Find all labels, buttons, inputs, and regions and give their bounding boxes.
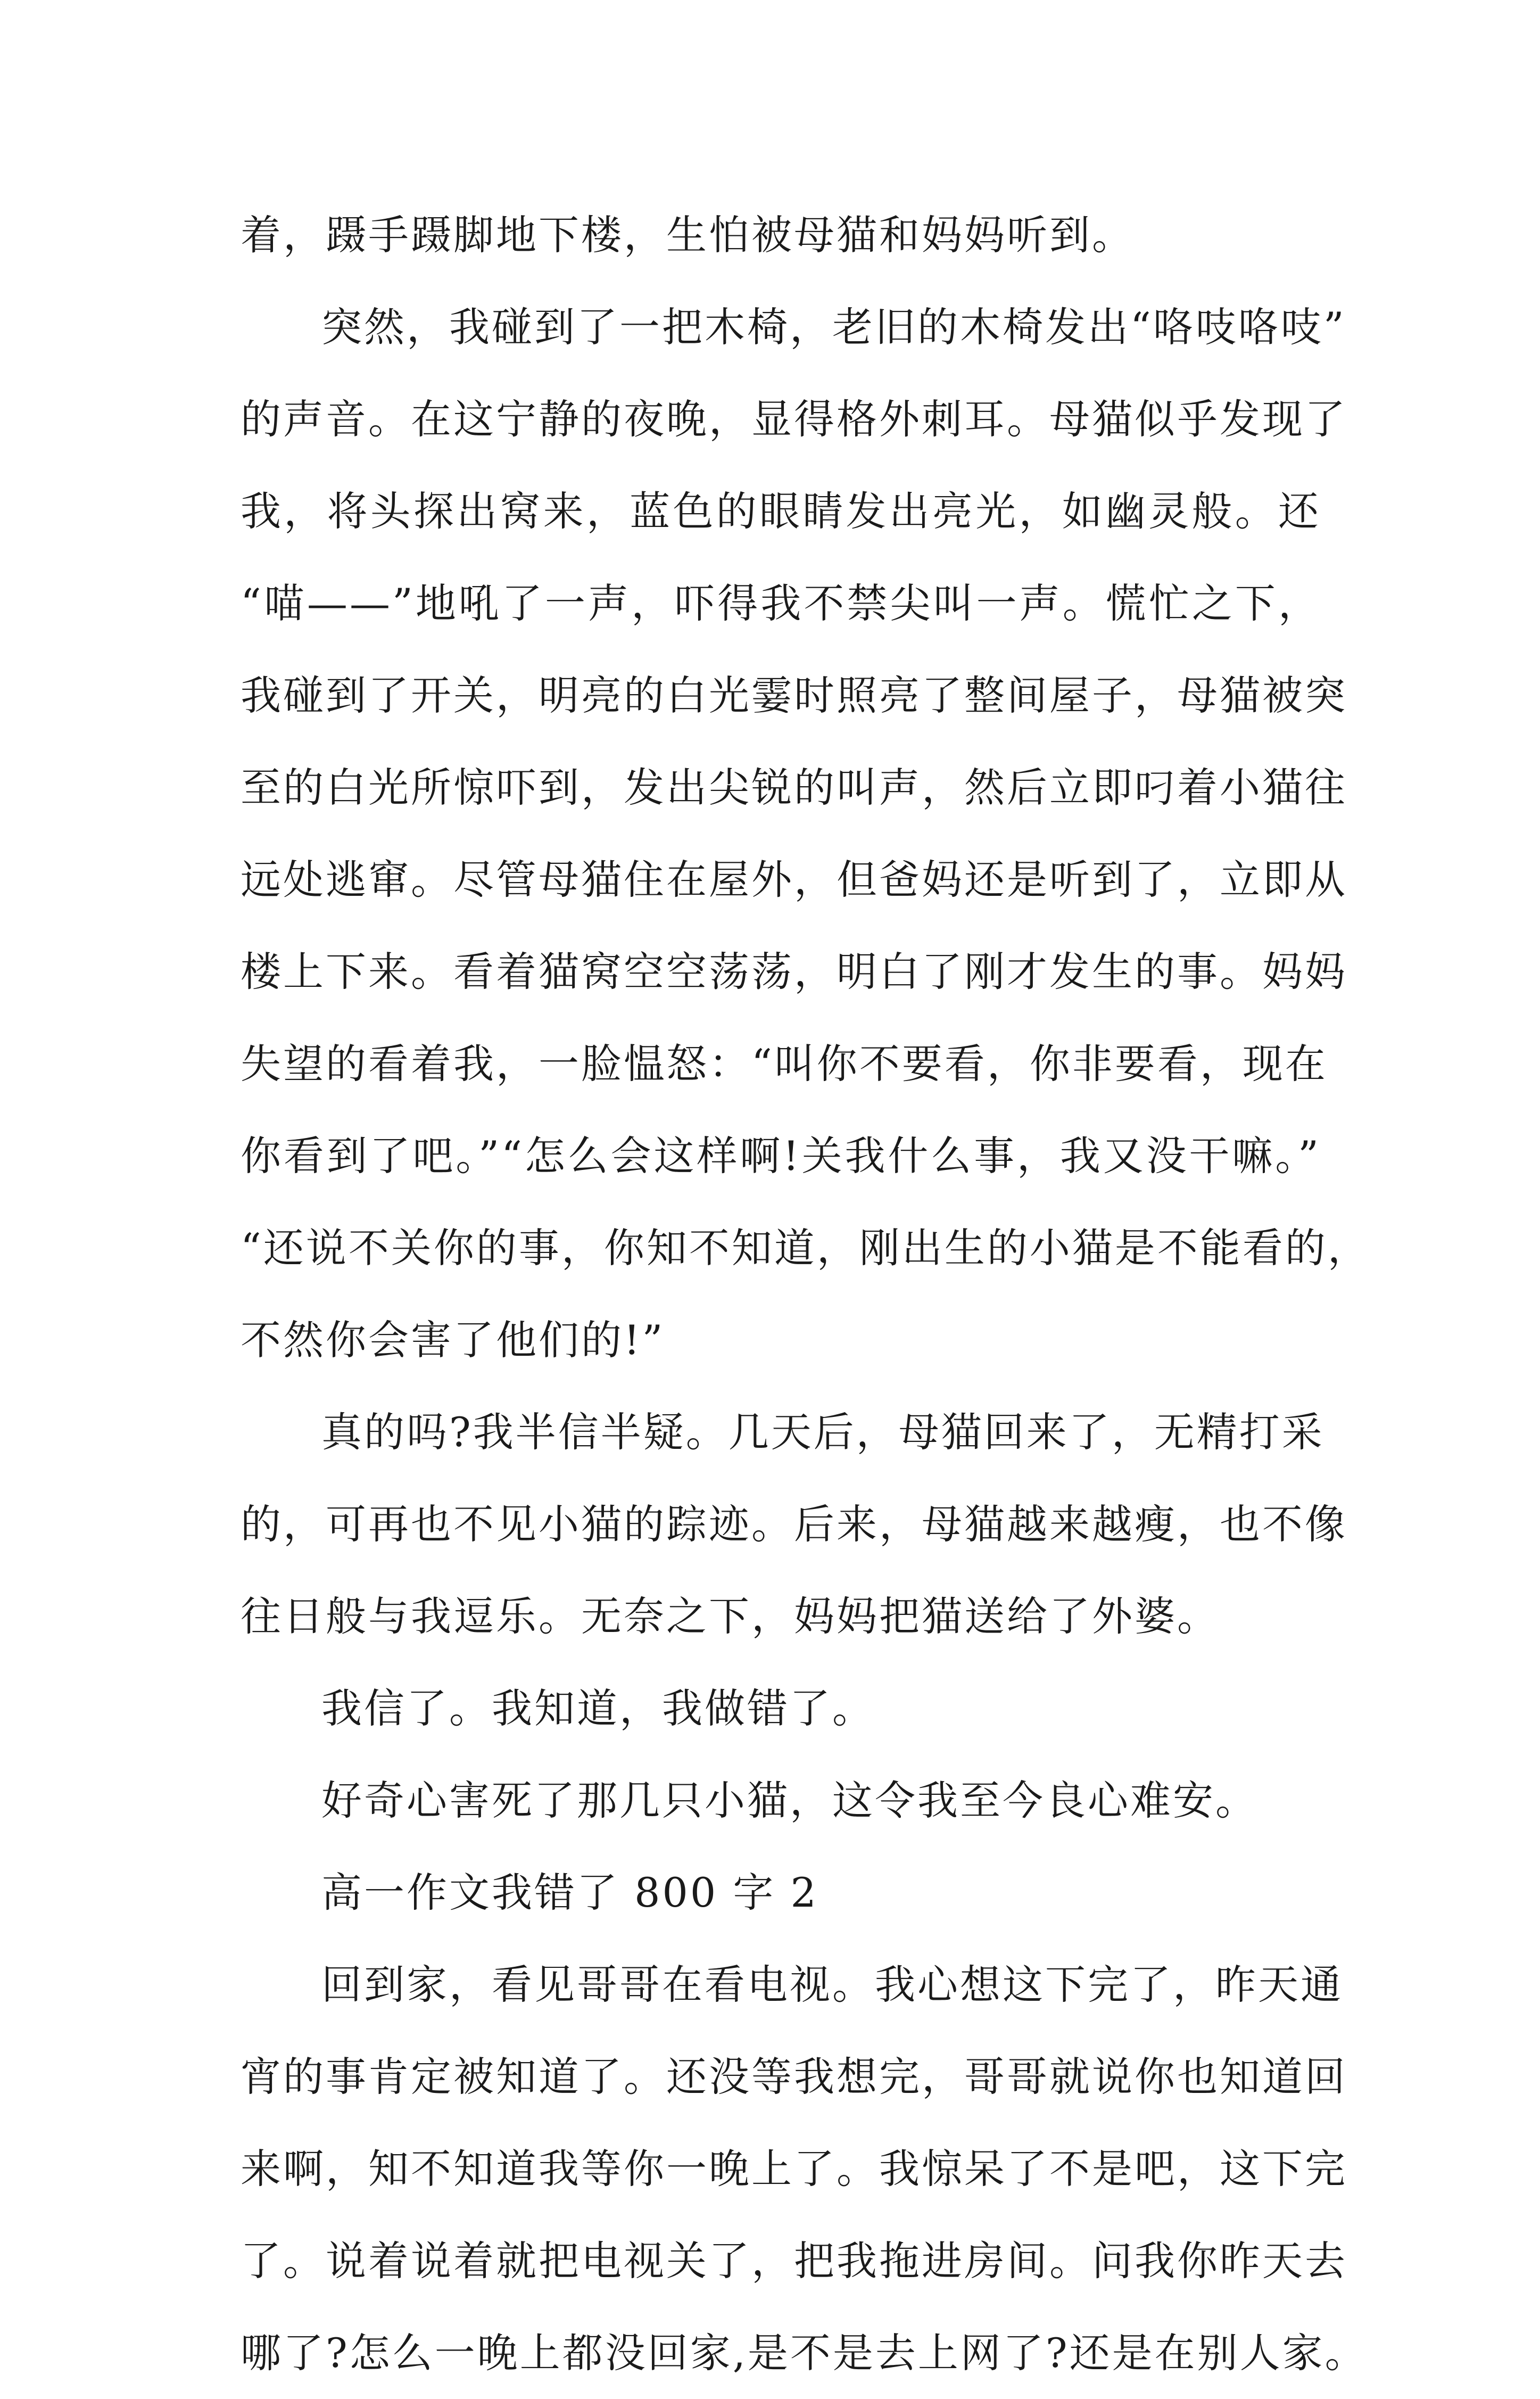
text-line: 你看到了吧。”“怎么会这样啊!关我什么事，我又没干嘛。” xyxy=(241,1132,1321,1180)
text-line: 来啊，知不知道我等你一晚上了。我惊呆了不是吧，这下完 xyxy=(241,2145,1347,2192)
document-body xyxy=(241,189,1370,2399)
text-line: 着，蹑手蹑脚地下楼，生怕被母猫和妈妈听到。 xyxy=(241,211,1135,259)
text-line: 了。说着说着就把电视关了，把我拖进房间。问我你昨天去 xyxy=(241,2237,1347,2285)
text-line: 回到家，看见哥哥在看电视。我心想这下完了，昨天通 xyxy=(321,1961,1343,2008)
text-line: 宵的事肯定被知道了。还没等我想完，哥哥就说你也知道回 xyxy=(241,2053,1347,2100)
text-line: 不然你会害了他们的!” xyxy=(241,1316,665,1364)
text-line: 楼上下来。看着猫窝空空荡荡，明白了刚才发生的事。妈妈 xyxy=(241,948,1347,995)
text-line: 突然，我碰到了一把木椅，老旧的木椅发出“咯吱咯吱” xyxy=(321,303,1346,351)
text-line: 我碰到了开关，明亮的白光霎时照亮了整间屋子，母猫被突 xyxy=(241,672,1347,719)
text-line: “还说不关你的事，你知不知道，刚出生的小猫是不能看的， xyxy=(241,1224,1370,1272)
text-line: 哪了?怎么一晚上都没回家,是不是去上网了?还是在别人家。 xyxy=(241,2329,1368,2377)
text-line: 真的吗?我半信半疑。几天后，母猫回来了，无精打采 xyxy=(321,1408,1324,1456)
text-line: 的声音。在这宁静的夜晚，显得格外刺耳。母猫似乎发现了 xyxy=(241,395,1347,443)
text-line: 的，可再也不见小猫的踪迹。后来，母猫越来越瘦，也不像 xyxy=(241,1501,1347,1548)
text-line: 我信了。我知道，我做错了。 xyxy=(321,1685,875,1732)
section-heading: 高一作文我错了 800 字 2 xyxy=(321,1869,818,1916)
text-line: 至的白光所惊吓到，发出尖锐的叫声，然后立即叼着小猫往 xyxy=(241,764,1347,811)
text-line: 失望的看着我，一脸愠怒：“叫你不要看，你非要看，现在 xyxy=(241,1040,1328,1087)
text-line: 我，将头探出窝来，蓝色的眼睛发出亮光，如幽灵般。还 xyxy=(241,488,1321,535)
text-line: 远处逃窜。尽管母猫住在屋外，但爸妈还是听到了，立即从 xyxy=(241,856,1347,903)
text-line: “喵——”地吼了一声，吓得我不禁尖叫一声。慌忙之下， xyxy=(241,580,1321,627)
text-line: 好奇心害死了那几只小猫，这令我至今良心难安。 xyxy=(321,1777,1258,1824)
text-line: 往日般与我逗乐。无奈之下，妈妈把猫送给了外婆。 xyxy=(241,1593,1220,1640)
